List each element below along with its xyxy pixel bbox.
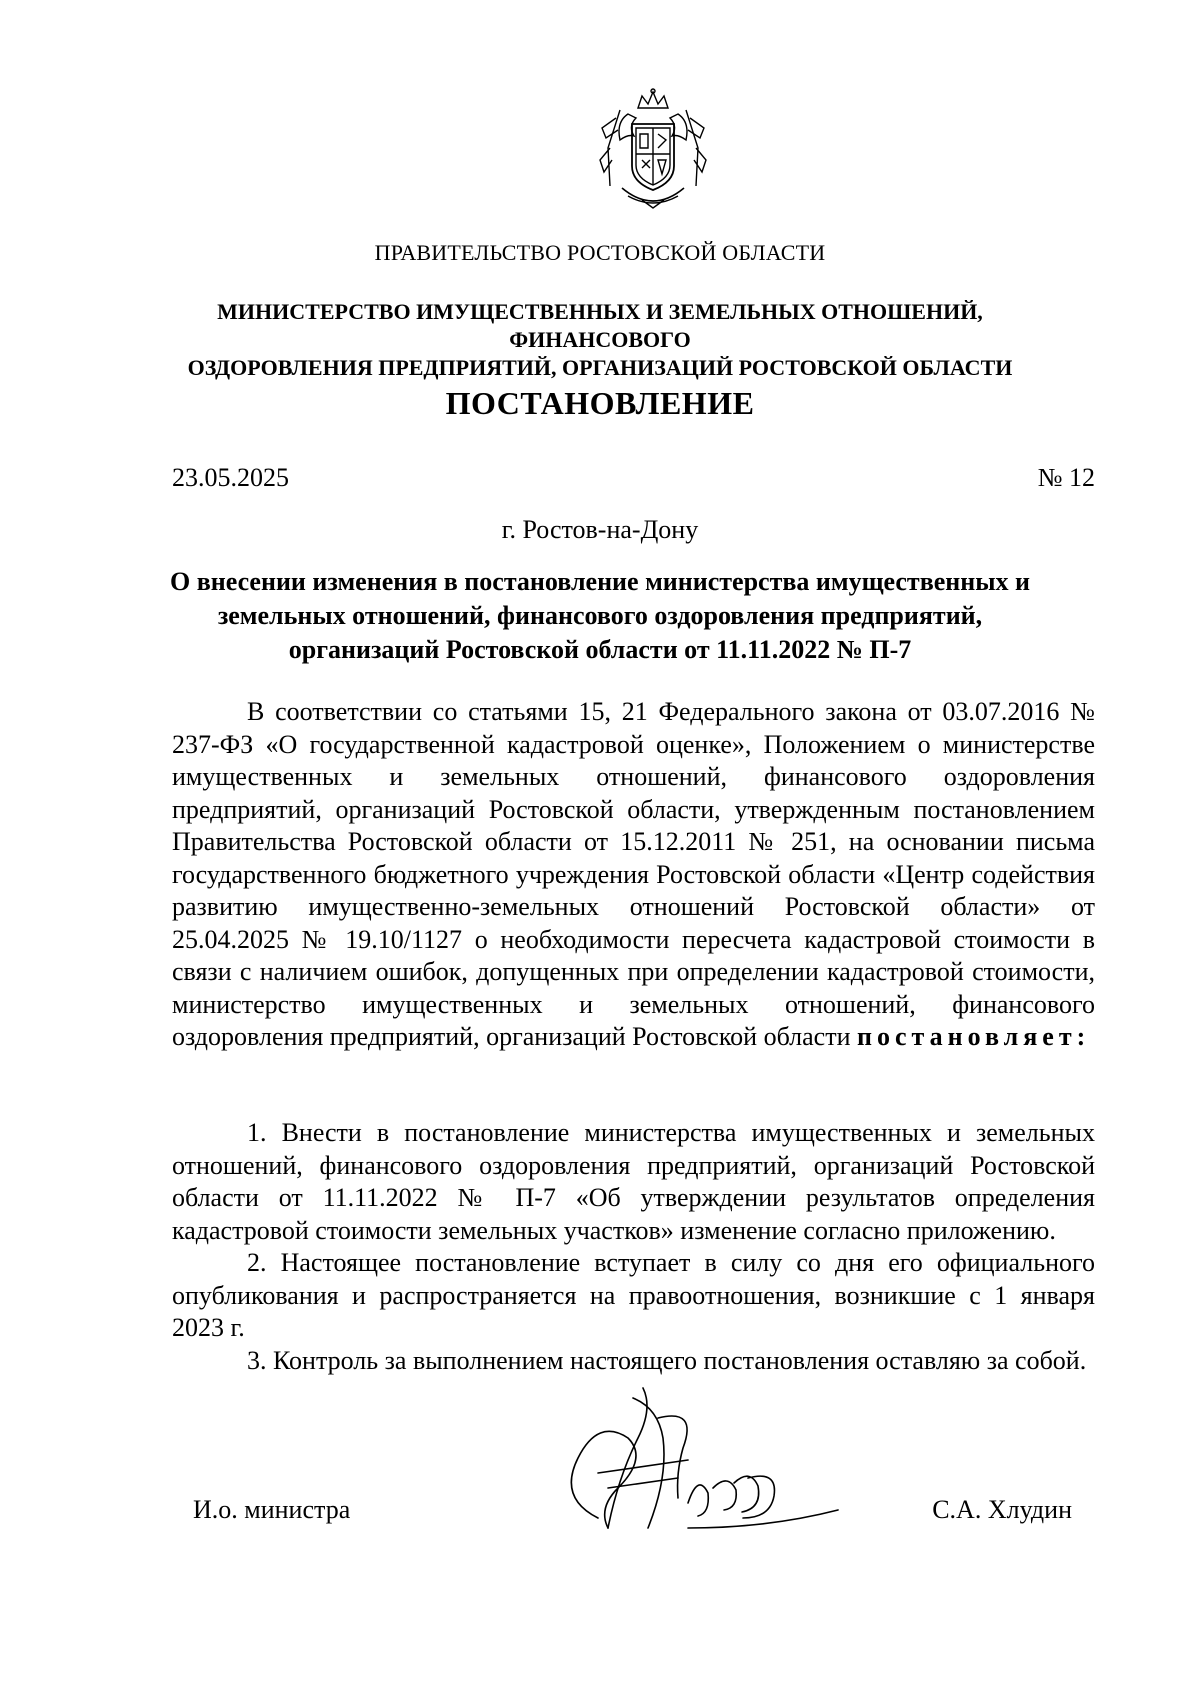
preamble-text: В соответствии со статьями 15, 21 Федерального закона от 03.07.2016 № 237-ФЗ «О государственной кадастровой оценке», Положением о министерстве имущественных и земельных отношений, финансового оздоровления предприятий, организаций Ростовской области, утвержденным постановлением Правительства Ростовской области от 15.12.2011 № 251, на основании письма государственного бюджетного учреждения Ростовской области «Центр содействия развитию имущественно-земельных отношений Ростовской области» от 25.04.2025 № 19.10/1127 о необходимости пересчета кадастровой стоимости в связи с наличием ошибок, допущенных при определении кадастровой стоимости, министерство имущественных и земельных отношений, финансового оздоровления предприятий, организаций Ростовской области <box>172 697 1095 1051</box>
ministry-name-line: ОЗДОРОВЛЕНИЯ ПРЕДПРИЯТИЙ, ОРГАНИЗАЦИЙ РОСТОВСКОЙ ОБЛАСТИ <box>187 355 1013 380</box>
resolution-items <box>172 1117 1095 1377</box>
resolution-item: 3. Контроль за выполнением настоящего постановления оставляю за собой. <box>247 1345 1087 1375</box>
ministry-name-line: МИНИСТЕРСТВО ИМУЩЕСТВЕННЫХ И ЗЕМЕЛЬНЫХ ОТНОШЕНИЙ, ФИНАНСОВОГО <box>217 299 983 352</box>
signer-name: С.А. Хлудин <box>932 1495 1072 1524</box>
ministry-name <box>150 298 1050 382</box>
resolution-item: 1. Внести в постановление министерства имущественных и земельных отношений, финансового оздоровления предприятий, организаций Ростовской области от 11.11.2022 № П-7 «Об утверждении результатов определения кадастровой стоимости земельных участков» изменение согласно приложению. <box>172 1118 1095 1245</box>
government-name: ПРАВИТЕЛЬСТВО РОСТОВСКОЙ ОБЛАСТИ <box>374 240 826 265</box>
coat-of-arms-icon <box>598 88 708 214</box>
signer-position: И.о. министра <box>193 1495 351 1524</box>
document-city: г. Ростов-на-Дону <box>501 515 699 544</box>
document-number: № 12 <box>1037 463 1095 492</box>
document-title-line: организаций Ростовской области от 11.11.2022 № П-7 <box>288 635 912 664</box>
document-title-line: О внесении изменения в постановление министерства имущественных и <box>169 567 1031 596</box>
resolves-keyword: постановляет: <box>857 1022 1091 1051</box>
preamble-paragraph <box>172 696 1095 1054</box>
preamble-text-block <box>172 696 1095 1054</box>
handwritten-signature <box>538 1378 848 1553</box>
document-title-line: земельных отношений, финансового оздоровления предприятий, <box>217 601 983 630</box>
resolution-item: 2. Настоящее постановление вступает в силу со дня его официального опубликования и распространяется на правоотношения, возникшие с 1 января 2023 г. <box>172 1248 1095 1342</box>
document-date: 23.05.2025 <box>172 463 289 492</box>
document-title <box>150 565 1050 667</box>
document-type: ПОСТАНОВЛЕНИЕ <box>445 385 755 421</box>
